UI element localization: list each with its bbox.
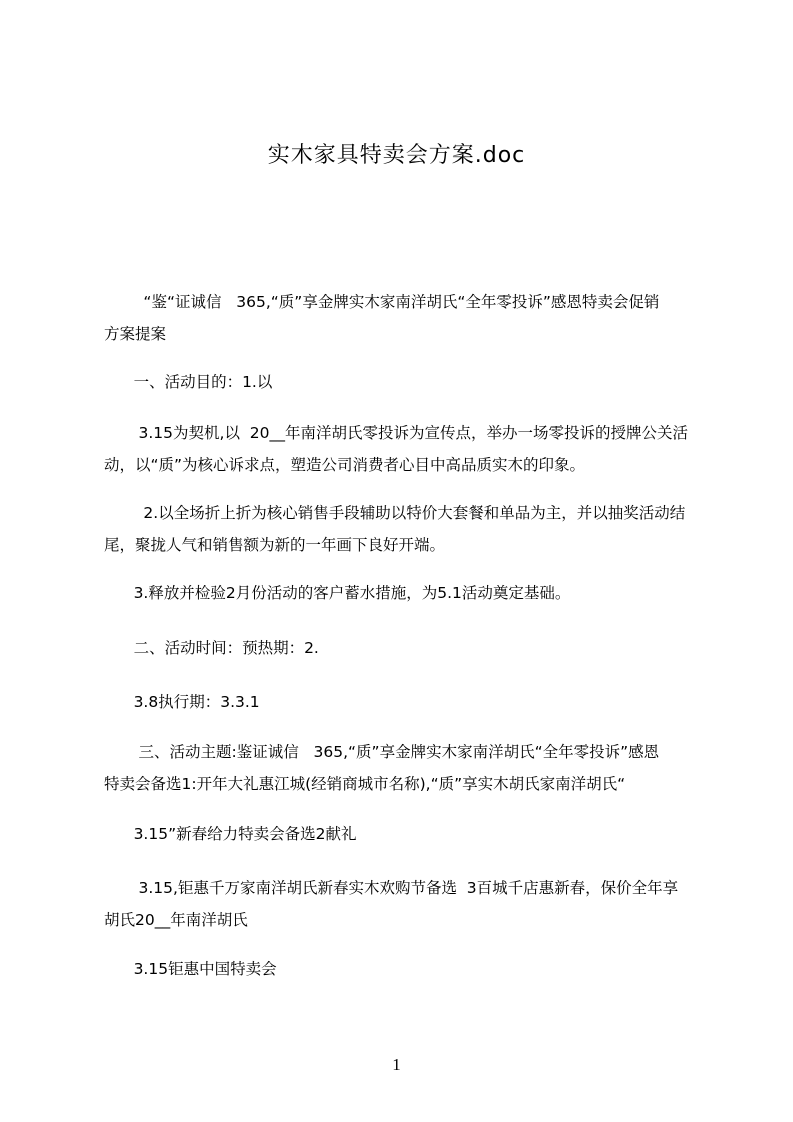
paragraph-purpose-2: 2.以全场折上折为核心销售手段辅助以特价大套餐和单品为主，并以抽奖活动结 尾，聚拢人气和销售额为新的一年画下良好开端。	[104, 504, 686, 554]
paragraph-intro: “鉴“证诚信 365,“质”享金牌实木家南洋胡氏“全年零投诉”感恩特卖会促销 方案提案	[104, 293, 660, 343]
section-heading-time: 二、活动时间：预热期：2.	[104, 639, 319, 657]
paragraph-time: 3.8执行期：3.3.1	[104, 693, 260, 711]
paragraph-purpose-1: 3.15为契机,以 20__年南洋胡氏零投诉为宣传点，举办一场零投诉的授牌公关活 动，以“质”为核心诉求点，塑造公司消费者心目中高品质实木的印象。	[104, 424, 689, 474]
paragraph-theme-option-3: 3.15,钜惠千万家南洋胡氏新春实木欢购节备选 3百城千店惠新春，保价全年享 胡氏20__年南洋胡氏	[104, 879, 679, 929]
document-title: 实木家具特卖会方案.doc	[267, 143, 526, 168]
page-number: 1	[392, 1055, 401, 1074]
section-heading-purpose: 一、活动目的：1.以	[104, 373, 273, 391]
section-heading-theme: 三、活动主题:鉴证诚信 365,“质”享金牌实木家南洋胡氏“全年零投诉”感恩 特卖会备选1:开年大礼惠江城(经销商城市名称),“质”享实木胡氏家南洋胡氏“	[104, 743, 660, 793]
paragraph-purpose-3: 3.释放并检验2月份活动的客户蓄水措施，为5.1活动奠定基础。	[104, 584, 571, 602]
paragraph-theme-option-2: 3.15”新春给力特卖会备选2献礼	[104, 825, 357, 843]
paragraph-theme-final: 3.15钜惠中国特卖会	[104, 960, 277, 978]
